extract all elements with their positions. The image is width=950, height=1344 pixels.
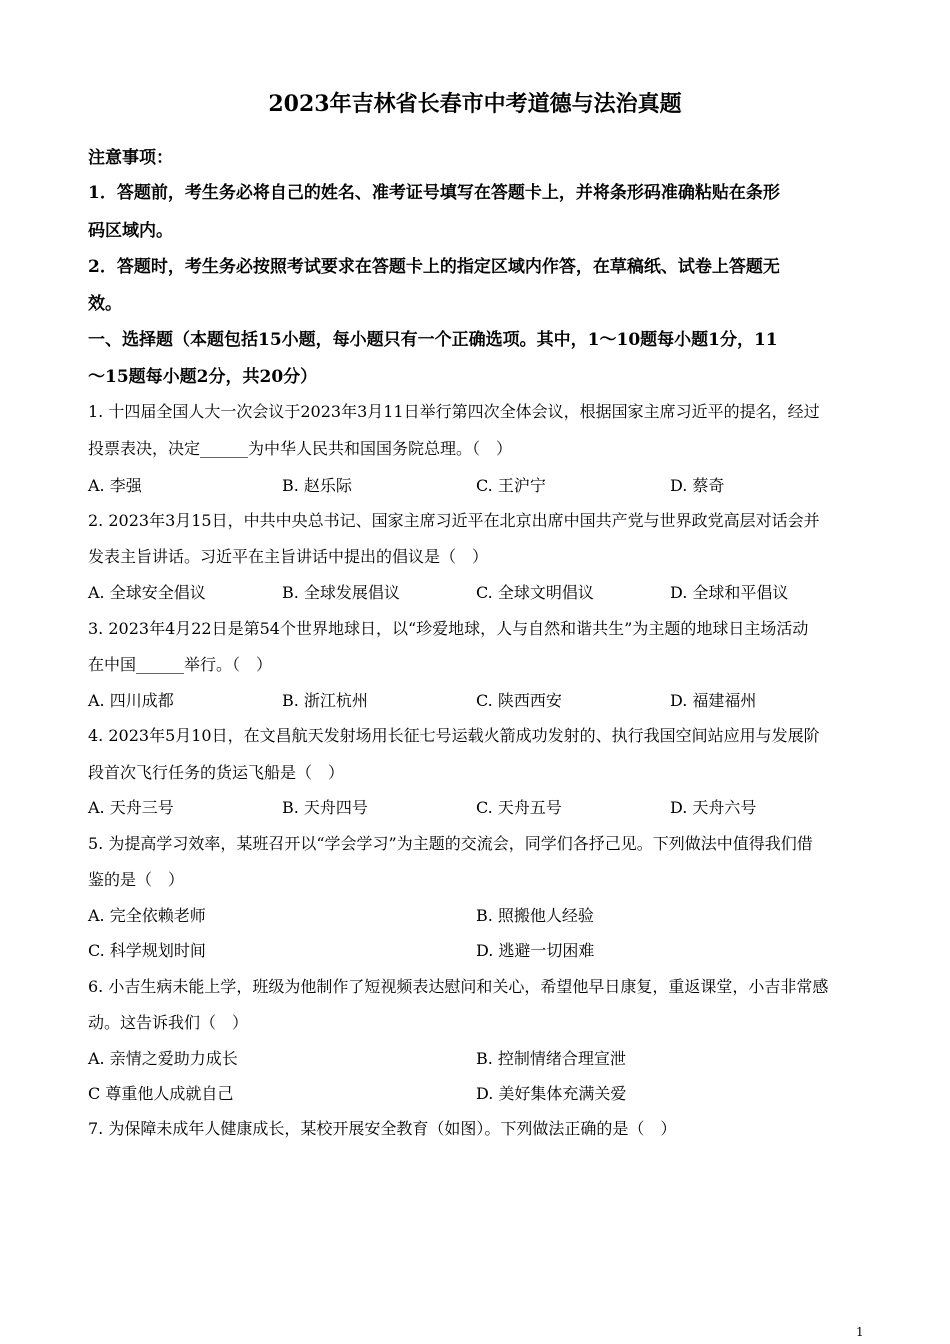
question-5-stem-cont: 鉴的是（ ） [88, 870, 185, 889]
question-5-option-c[interactable]: C. 科学规划时间 [88, 941, 206, 960]
question-7-stem: 7. 为保障未成年人健康成长，某校开展安全教育（如图）。下列做法正确的是（ ） [88, 1119, 677, 1138]
question-4-option-b[interactable]: B. 天舟四号 [282, 798, 368, 817]
question-1-option-d[interactable]: D. 蔡奇 [670, 476, 725, 495]
notice-item-1: 1．答题前，考生务必将自己的姓名、准考证号填写在答题卡上，并将条形码准确粘贴在条形 [88, 183, 780, 203]
question-2-stem: 2. 2023年3月15日，中共中央总书记、国家主席习近平在北京出席中国共产党与世界政党高层对话会并 [88, 511, 820, 530]
question-6-option-d[interactable]: D. 美好集体充满关爱 [476, 1084, 627, 1103]
question-2-option-d[interactable]: D. 全球和平倡议 [670, 583, 789, 602]
question-3-stem: 3. 2023年4月22日是第54个世界地球日，以“珍爱地球，人与自然和谐共生”为主题的地球日主场活动 [88, 619, 809, 638]
page-title: 2023年吉林省长春市中考道德与法治真题 [268, 91, 682, 117]
notice-item-2-cont: 效。 [88, 294, 122, 314]
question-4-option-a[interactable]: A. 天舟三号 [88, 798, 174, 817]
question-2-option-b[interactable]: B. 全球发展倡议 [282, 583, 400, 602]
question-6-option-c[interactable]: C 尊重他人成就自己 [88, 1084, 234, 1103]
page-number: 1 [856, 1325, 864, 1339]
question-1-stem: 1. 十四届全国人大一次会议于2023年3月11日举行第四次全体会议，根据国家主席习近平的提名，经过 [88, 402, 820, 421]
question-3-option-d[interactable]: D. 福建福州 [670, 691, 757, 710]
question-5-option-d[interactable]: D. 逃避一切困难 [476, 941, 595, 960]
section-heading-cont: ～15题每小题2分，共20分） [88, 367, 318, 387]
question-6-option-a[interactable]: A. 亲情之爱助力成长 [88, 1049, 238, 1068]
question-3-stem-cont: 在中国______举行。（ ） [88, 655, 273, 674]
question-1-option-c[interactable]: C. 王沪宁 [476, 476, 546, 495]
question-4-option-d[interactable]: D. 天舟六号 [670, 798, 757, 817]
question-6-stem-cont: 动。这告诉我们（ ） [88, 1013, 249, 1032]
question-5-option-b[interactable]: B. 照搬他人经验 [476, 906, 594, 925]
question-4-option-c[interactable]: C. 天舟五号 [476, 798, 562, 817]
question-3-option-a[interactable]: A. 四川成都 [88, 691, 174, 710]
question-4-stem: 4. 2023年5月10日，在文昌航天发射场用长征七号运载火箭成功发射的、执行我国空间站应用与发展阶 [88, 726, 820, 745]
notice-item-1-cont: 码区域内。 [88, 221, 173, 241]
notice-heading: 注意事项： [88, 148, 173, 168]
notice-item-2: 2．答题时，考生务必按照考试要求在答题卡上的指定区域内作答，在草稿纸、试卷上答题无 [88, 257, 780, 277]
question-3-option-b[interactable]: B. 浙江杭州 [282, 691, 368, 710]
question-6-stem: 6. 小吉生病未能上学，班级为他制作了短视频表达慰问和关心，希望他早日康复，重返课堂，小吉非常感 [88, 977, 829, 996]
question-3-option-c[interactable]: C. 陕西西安 [476, 691, 562, 710]
question-5-stem: 5. 为提高学习效率，某班召开以“学会学习”为主题的交流会，同学们各抒己见。下列做法中值得我们借 [88, 834, 813, 853]
question-1-option-b[interactable]: B. 赵乐际 [282, 476, 352, 495]
question-5-option-a[interactable]: A. 完全依赖老师 [88, 906, 206, 925]
question-2-option-c[interactable]: C. 全球文明倡议 [476, 583, 594, 602]
question-2-stem-cont: 发表主旨讲话。习近平在主旨讲话中提出的倡议是（ ） [88, 547, 489, 566]
question-1-option-a[interactable]: A. 李强 [88, 476, 142, 495]
question-4-stem-cont: 段首次飞行任务的货运飞船是（ ） [88, 763, 345, 782]
question-6-option-b[interactable]: B. 控制情绪合理宣泄 [476, 1049, 626, 1068]
question-1-stem-cont: 投票表决，决定______为中华人民共和国国务院总理。（ ） [88, 439, 513, 458]
question-2-option-a[interactable]: A. 全球安全倡议 [88, 583, 206, 602]
section-heading: 一、选择题（本题包括15小题，每小题只有一个正确选项。其中，1～10题每小题1分，11 [88, 330, 778, 350]
